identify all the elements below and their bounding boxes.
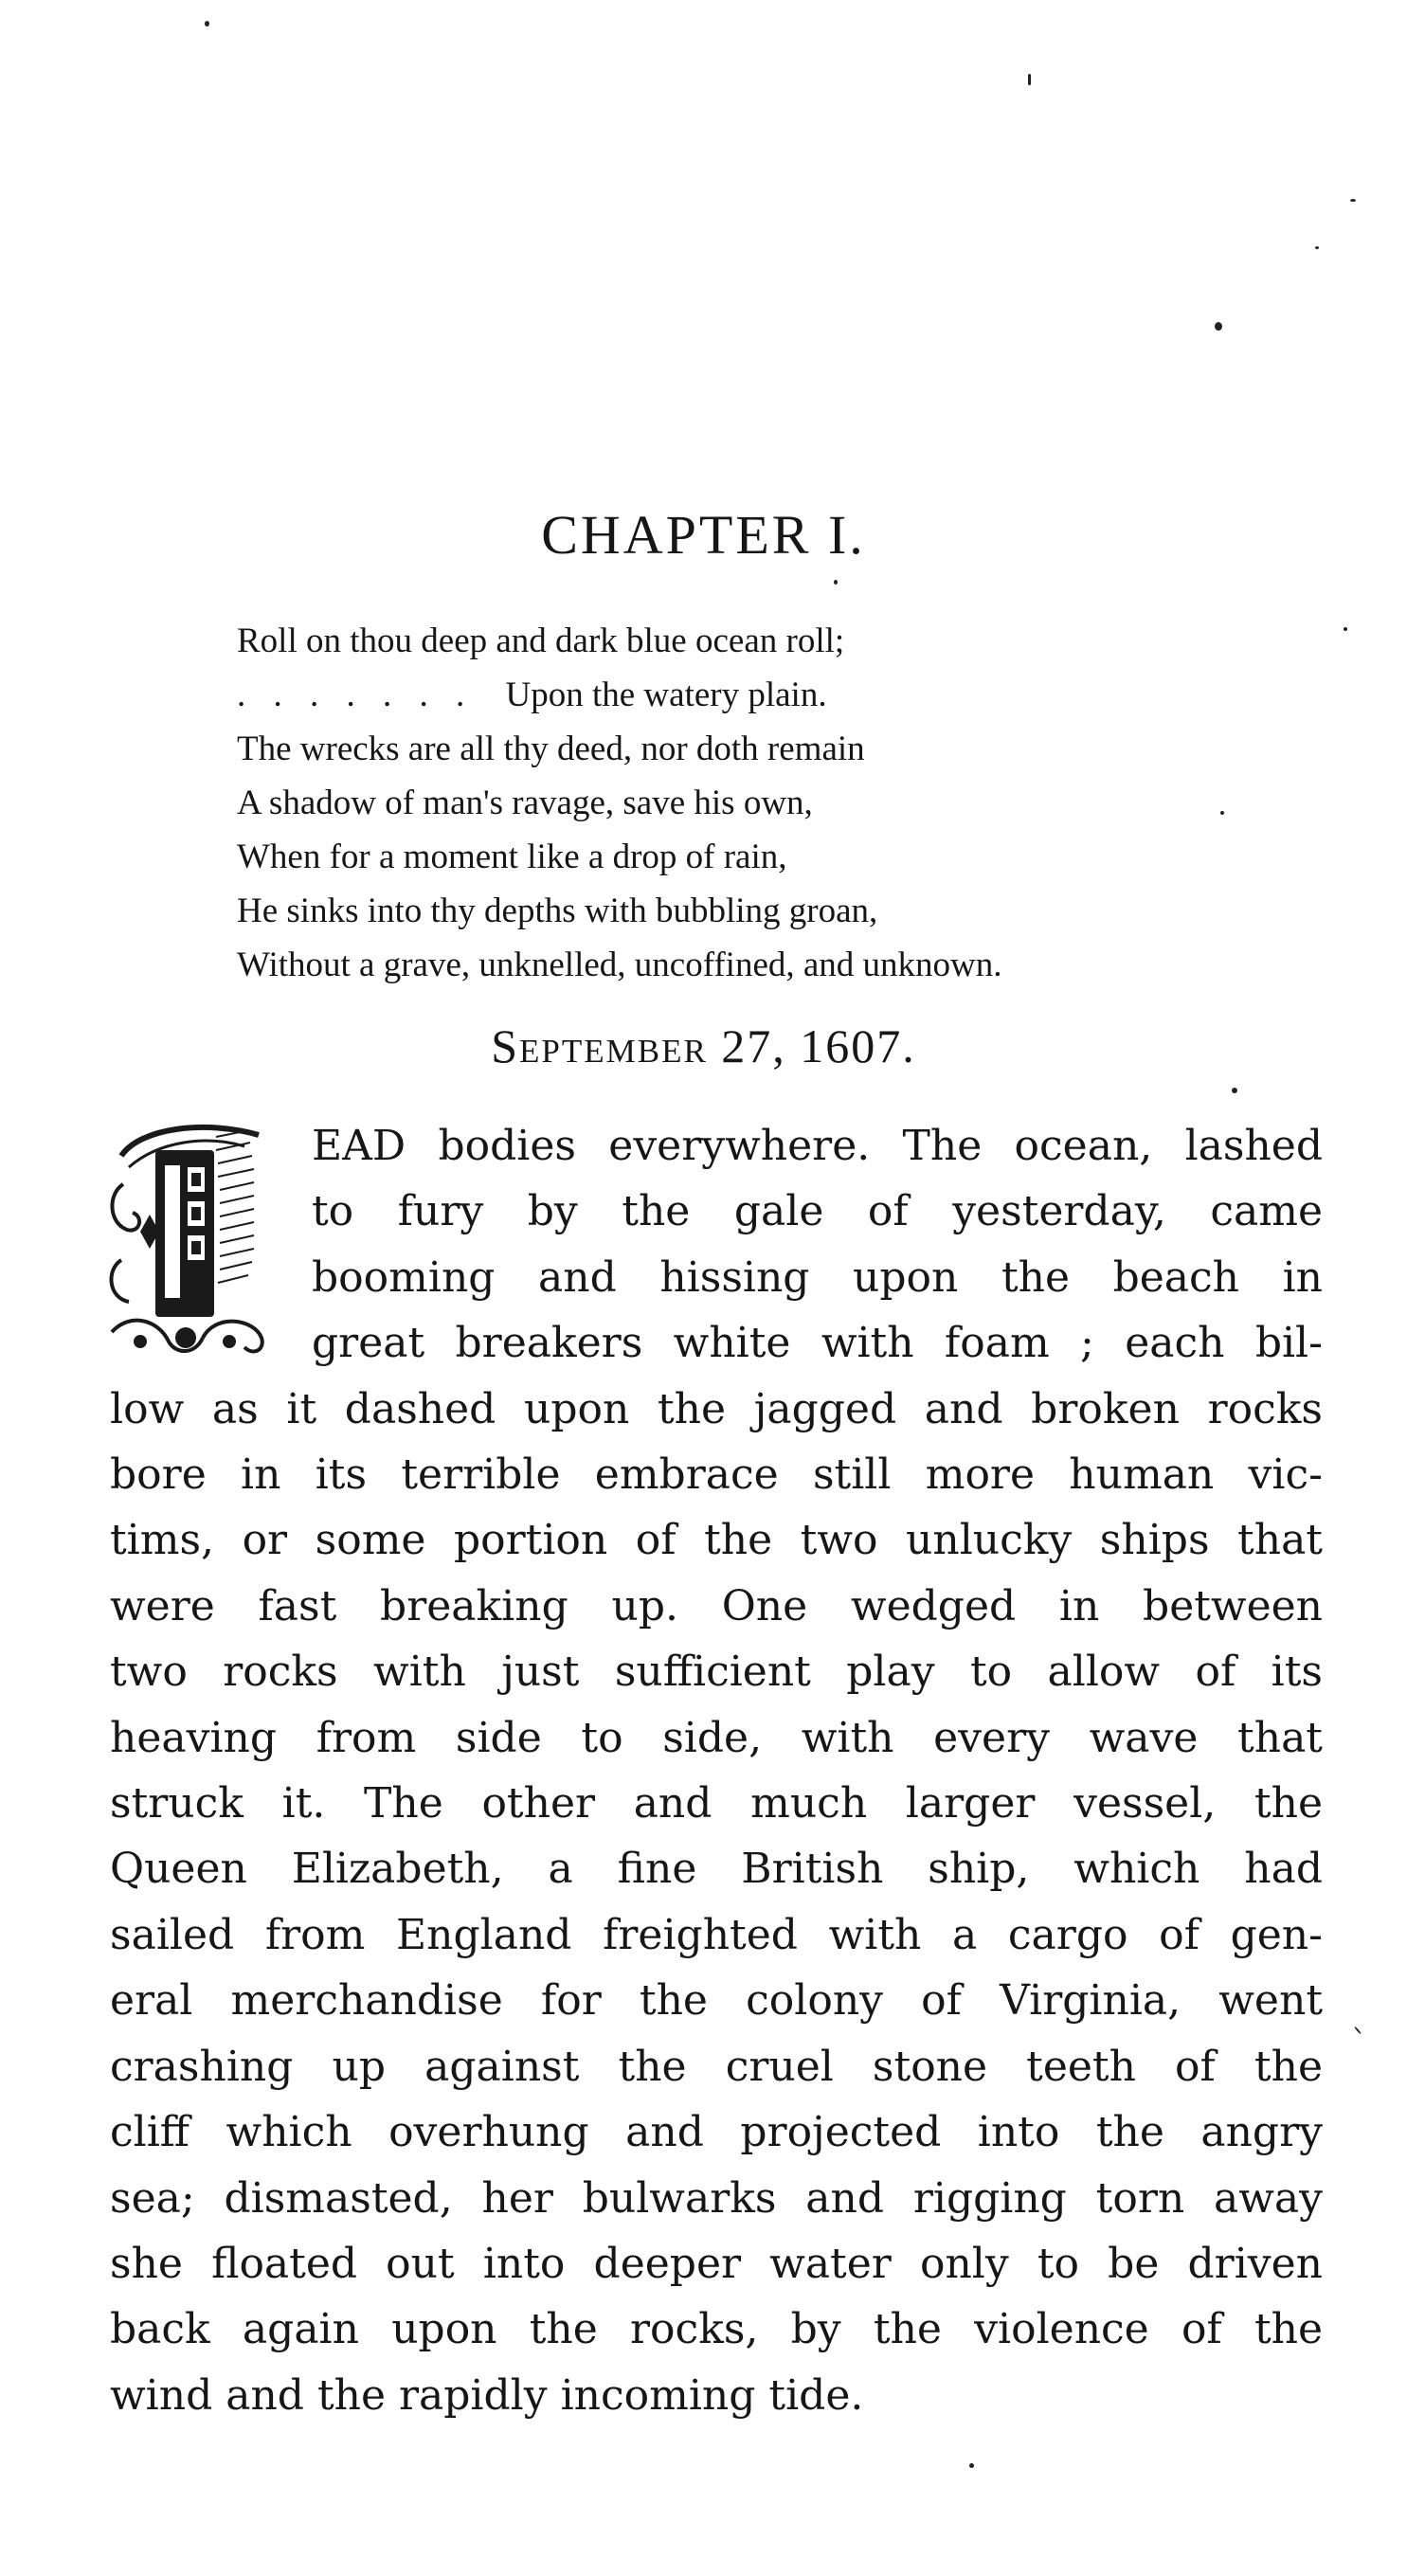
epigraph-line: A shadow of man's ravage, save his own,: [237, 784, 813, 822]
date-heading: September 27, 1607.: [491, 1019, 916, 1072]
body-line: crashing up against the cruel stone teeth of the: [110, 2042, 1323, 2091]
body-line: eral merchandise for the colony of Virginia, went: [110, 1976, 1323, 2026]
chapter-title: CHAPTER I.: [541, 504, 866, 566]
epigraph-ellipsis: . . . . . . .: [237, 676, 475, 714]
body-line: tims, or some portion of the two unlucky ships that: [110, 1516, 1323, 1565]
epigraph-line: He sinks into thy depths with bubbling groan,: [237, 892, 878, 930]
body-line: were fast breaking up. One wedged in between: [110, 1581, 1323, 1630]
body-paragraph: [110, 1113, 1323, 2428]
body-line: Queen Elizabeth, a fine British ship, which had: [110, 1845, 1323, 1894]
body-line: heaving from side to side, with every wave that: [110, 1713, 1323, 1762]
epigraph-line: When for a moment like a drop of rain,: [237, 838, 787, 876]
epigraph-line: The wrecks are all thy deed, nor doth remain: [237, 730, 865, 768]
epigraph-poem: [237, 614, 1326, 992]
scan-speck: [1350, 199, 1356, 202]
epigraph-line: Roll on thou deep and dark blue ocean roll;: [237, 621, 845, 660]
body-line: wind and the rapidly incoming tide.: [110, 2370, 864, 2420]
body-line: back again upon the rocks, by the violence of the: [110, 2305, 1323, 2354]
body-line: great breakers white with foam ; each bil-: [312, 1319, 1323, 1368]
body-line: sailed from England freighted with a cargo of gen-: [110, 1910, 1323, 1959]
body-line: low as it dashed upon the jagged and broken rocks: [110, 1384, 1323, 1433]
body-line: cliff which overhung and projected into the angry: [110, 2108, 1323, 2157]
scan-speck: [1315, 246, 1319, 249]
scan-speck: [1028, 74, 1031, 85]
body-line: she floated out into deeper water only to be driven: [110, 2239, 1323, 2288]
epigraph-line: Without a grave, unknelled, uncoffined, and unknown.: [237, 946, 1002, 984]
body-line: to fury by the gale of yesterday, came: [312, 1187, 1323, 1236]
body-line: bore in its terrible embrace still more human vic-: [110, 1450, 1323, 1500]
scan-speck: [205, 21, 209, 27]
scan-speck: [1344, 627, 1347, 631]
body-line: sea; dismasted, her bulwarks and rigging torn away: [110, 2173, 1323, 2223]
scan-speck: [834, 580, 838, 585]
epigraph-line: [237, 668, 1326, 722]
body-line: EAD bodies everywhere. The ocean, lashed: [312, 1122, 1323, 1170]
scan-speck: [1354, 2027, 1362, 2035]
epigraph-line-fragment: Upon the watery plain.: [505, 676, 827, 714]
body-line: two rocks with just sufficient play to allow of its: [110, 1648, 1323, 1697]
body-line: booming and hissing upon the beach in: [312, 1252, 1323, 1302]
body-line: struck it. The other and much larger vessel, the: [110, 1779, 1323, 1828]
scan-speck: [969, 2463, 974, 2468]
scan-speck: [1215, 322, 1222, 331]
scan-speck: [1232, 1088, 1237, 1093]
